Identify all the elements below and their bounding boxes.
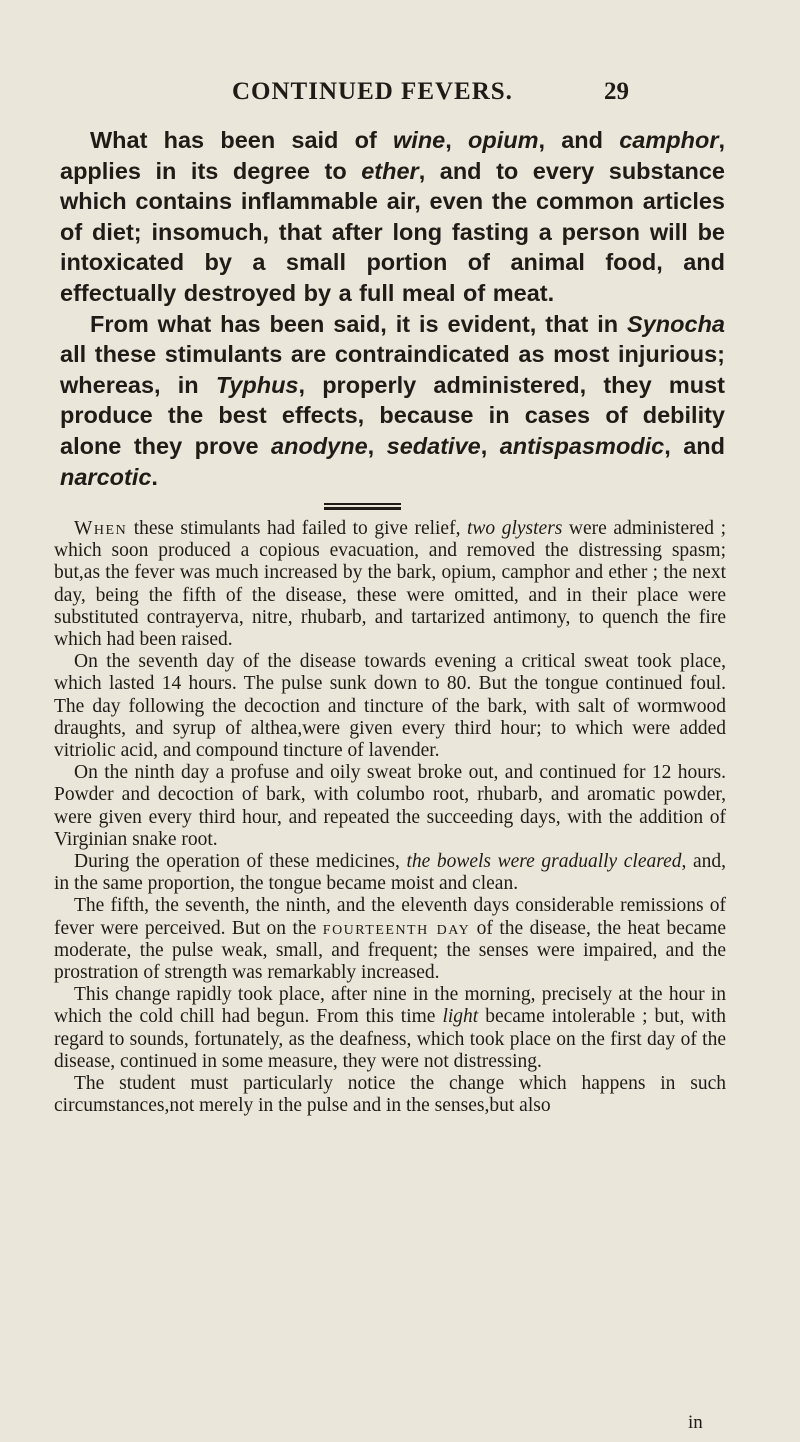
paragraph-ninth-day: On the ninth day a profuse and oily sweat broke out, and continued for 12 hours. Powder and decoction of bark, with columbo root, rhubarb, and aromatic powder, were given every third hour, and repeated the succeeding days, with the addition of Virginian snake root.: [54, 762, 726, 850]
term-sedative: sedative: [386, 432, 481, 459]
term-opium: opium: [468, 127, 539, 153]
term-ether: ether: [361, 157, 419, 184]
term-light: light: [442, 1006, 479, 1028]
term-wine: wine: [393, 127, 446, 153]
paragraph-wine-opium-camphor: What has been said of wine, opium, and camphor, applies in its degree to ether, and to every substance which contains inflammable air, even the common articles of diet; insomuch, that after long fasting a person will be intoxicated by a small portion of animal food, and effectually destroyed by a full meal of meat.: [60, 127, 726, 306]
term-camphor: camphor: [619, 127, 719, 153]
catchword: in: [688, 1412, 703, 1433]
page-header: [0, 78, 800, 118]
small-caps-when: When: [74, 518, 128, 539]
small-caps-fourteenth-day: fourteenth day: [322, 917, 471, 939]
term-bowels-cleared: the bowels were gradually cleared: [406, 851, 682, 873]
running-head: CONTINUED FEVERS.: [232, 78, 513, 105]
paragraph-glysters: When these stimulants had failed to give relief, two glysters were administered ; which soon produced a copious evacuation, and removed the distressing spasm; but,as the fever was much increased by the bark, opium, camphor and ether ; the next day, being the fifth of the disease, these were omitted, and in their place were substituted contrayerva, nitre, rhubarb, and tartarized antimony, to quench the fire which had been raised.: [54, 518, 726, 651]
paragraph-fourteenth-day: The fifth, the seventh, the ninth, and the eleventh days considerable remissions of fever were perceived. But on the fourteenth day of the disease, the heat became moderate, the pulse weak, small, and frequent; the senses were impaired, and the prostration of strength was remarkably increased.: [54, 895, 726, 984]
paragraph-student-notice: The student must particularly notice the change which happens in such circumstances,not merely in the pulse and in the senses,but also: [54, 1073, 726, 1117]
term-antispasmodic: antispasmodic: [499, 432, 665, 459]
term-typhus: Typhus: [215, 371, 299, 398]
section-divider: [324, 503, 401, 511]
term-narcotic: narcotic: [60, 463, 152, 490]
page-number: 29: [604, 78, 629, 105]
paragraph-seventh-day: On the seventh day of the disease towards evening a critical sweat took place, which lasted 14 hours. The pulse sunk down to 80. But the tongue continued foul. The day following the decoction and tincture of the bark, with salt of wormwood draughts, and syrup of althea,were given every third hour; to which were added vitriolic acid, and compound tincture of lavender.: [54, 651, 726, 762]
paragraph-light-intolerable: This change rapidly took place, after nine in the morning, precisely at the hour in which the cold chill had begun. From this time light became intolerable ; but, with regard to sounds, fortunately, as the deafness, which took place on the first day of the disease, continued in some measure, they were not distressing.: [54, 984, 726, 1072]
large-type-section: [60, 125, 725, 492]
term-two-glysters: two glysters: [467, 518, 563, 539]
term-anodyne: anodyne: [271, 432, 368, 459]
paragraph-synocha-typhus: From what has been said, it is evident, that in Synocha all these stimulants are contraindicated as most injurious; whereas, in Typhus, properly administered, they must produce the best effects, because in cases of debility alone they prove anodyne, sedative, antispasmodic, and narcotic.: [60, 310, 726, 490]
paragraph-bowels-cleared: During the operation of these medicines, the bowels were gradually cleared, and, in the same proportion, the tongue became moist and clean.: [54, 851, 727, 895]
term-synocha: Synocha: [627, 310, 725, 337]
case-history-section: [54, 518, 726, 1117]
